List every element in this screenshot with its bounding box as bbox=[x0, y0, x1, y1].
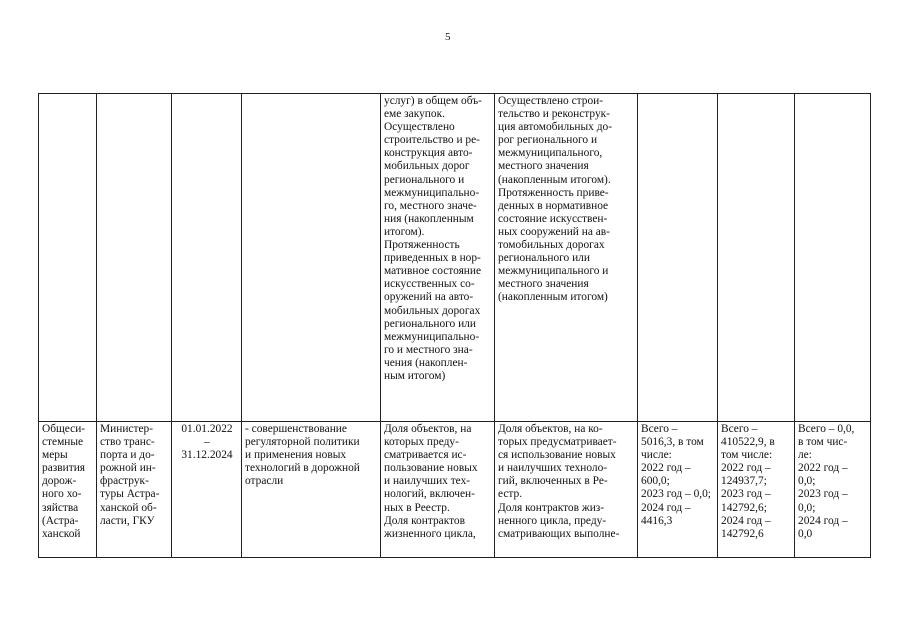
indicator-text: Доля объектов, на которых преду- сматривается ис- пользование новых и наилучших тех- нологий, включен- ных в Реестр. bbox=[384, 423, 478, 514]
table-cell bbox=[97, 94, 172, 422]
executor-cell: Министер- ство транс- порта и до- рожной ин- фраструк- туры Астра- ханской об- ласти, ГКУ bbox=[97, 422, 172, 558]
funding-total-cell: Всего – 5016,3, в том числе: 2022 год – 600,0; 2023 год – 0,0; 2024 год – 4416,3 bbox=[638, 422, 718, 558]
result-text: Протяженность приве- денных в нормативное состояние искусствен- ных сооружений на ав- томобильных дорогах регионального или межмуниципального и местного значения (накопленным итогом) bbox=[498, 186, 610, 304]
table-cell bbox=[172, 94, 242, 422]
table-cell bbox=[718, 94, 795, 422]
result-text: Доля контрактов жиз- ненного цикла, преду- сматривающих выполне- bbox=[498, 501, 620, 540]
indicators-cell bbox=[381, 94, 495, 422]
indicator-text: Осуществлено строительство и ре- конструкция авто- мобильных дорог регионального и межмуниципально- го, местного значе- ния (накопленным итогом). bbox=[384, 121, 480, 238]
table-cell bbox=[795, 94, 871, 422]
funding-regional-cell: Всего – 410522,9, в том числе: 2022 год – 124937,7; 2023 год – 142792,6; 2024 год – 142792,6 bbox=[718, 422, 795, 558]
period-cell: 01.01.2022 – 31.12.2024 bbox=[172, 422, 242, 558]
results-cell bbox=[495, 422, 638, 558]
measure-name-cell: Общеси- стемные меры развития дорож- ного хо- зяйства (Астра- ханской bbox=[39, 422, 97, 558]
table-row bbox=[39, 94, 871, 422]
indicators-cell bbox=[381, 422, 495, 558]
result-text: Осуществлено строи- тельство и реконструк- ция автомобильных до- рог регионального и межмуниципального, местного значения (накопленным итогом). bbox=[498, 95, 612, 186]
funding-other-cell: Всего – 0,0, в том чис- ле: 2022 год – 0,0; 2023 год – 0,0; 2024 год – 0,0 bbox=[795, 422, 871, 558]
indicator-text: Доля контрактов жизненного цикла, bbox=[384, 514, 476, 540]
indicator-text: Протяженность приведенных в нор- мативное состояние искусственных со- оружений на авто- мобильных дорогах регионального или межмуниципально- го и местного зна- чения (накоплен- ным итогом) bbox=[384, 239, 482, 382]
table-cell bbox=[39, 94, 97, 422]
result-text: Доля объектов, на ко- торых предусматривает- ся использование новых и наилучших техноло- гий, включенных в Ре- естр. bbox=[498, 423, 617, 501]
indicator-text: услуг) в общем объ- еме закупок. bbox=[384, 95, 482, 121]
table-row bbox=[39, 422, 871, 558]
task-cell: - совершенствование регуляторной политики и применения новых технологий в дорожной отрасли bbox=[242, 422, 381, 558]
table-cell bbox=[242, 94, 381, 422]
results-cell bbox=[495, 94, 638, 422]
measures-table bbox=[38, 93, 871, 558]
page-number: 5 bbox=[445, 31, 451, 43]
table-cell bbox=[638, 94, 718, 422]
